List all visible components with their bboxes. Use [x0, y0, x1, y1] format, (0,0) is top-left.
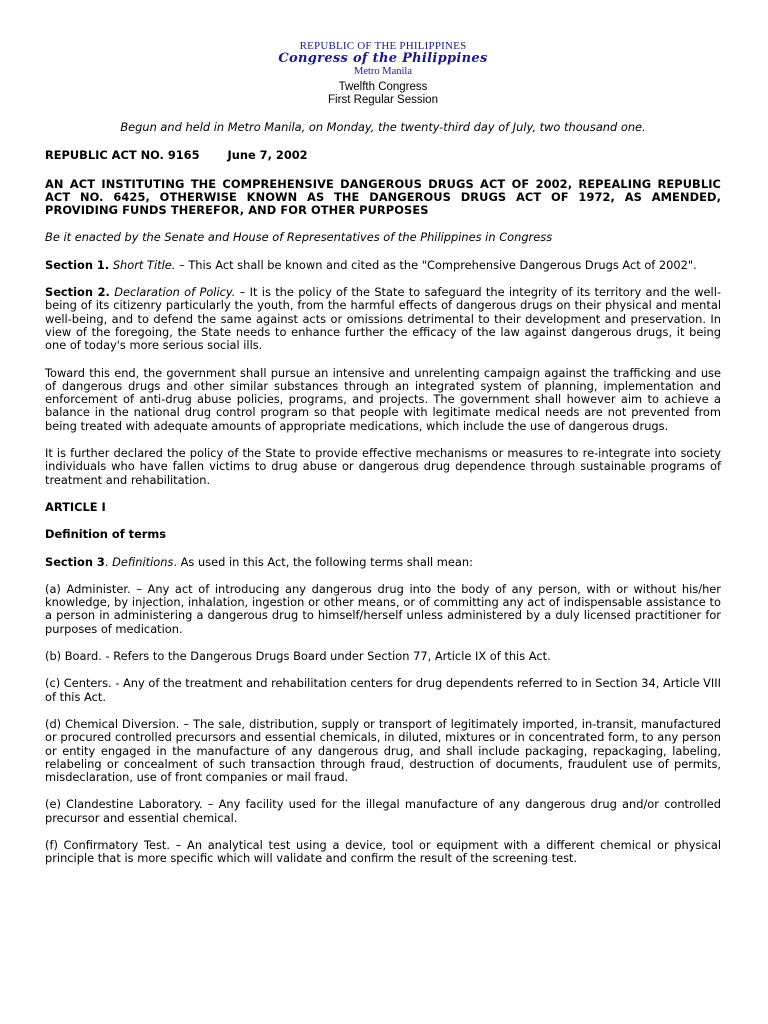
definition-e: (e) Clandestine Laboratory. – Any facility used for the illegal manufacture of any dangerous drug and/or controlled precursor and essential chemical. [45, 797, 721, 825]
header-congress: Congress of the Philippines [278, 51, 488, 66]
document-page [45, 40, 721, 866]
header-session-1: Twelfth Congress [338, 81, 428, 93]
header-session-2: First Regular Session [328, 94, 438, 106]
section-2-text: – It is the policy of the State to safeguard the integrity of its territory and the well-being of its citizenry particularly the youth, from the harmful effects of dangerous drugs on their physical and mental well-being, and to defend the same against acts or omissions detrimental to their development and preservation. In view of the foregoing, the State needs to enhance further the efficacy of the law against dangerous drugs, it being one of today's more serious social ills. [45, 285, 721, 353]
begun-line: Begun and held in Metro Manila, on Monday, the twenty-third day of July, two thousand one. [120, 120, 646, 134]
act-number: REPUBLIC ACT NO. 9165 [45, 148, 200, 163]
definition-f: (f) Confirmatory Test. – An analytical test using a device, tool or equipment with a different chemical or physical principle that is more specific which will validate and confirm the result of the screening test. [45, 837, 721, 866]
section-3 [45, 556, 721, 569]
section-3-punct: . [104, 554, 113, 569]
section-3-label: Section 3 [45, 554, 105, 569]
enacting-clause: Be it enacted by the Senate and House of Representatives of the Philippines in Congress [45, 230, 553, 245]
header-metro: Metro Manila [353, 66, 413, 77]
article-heading: ARTICLE I [45, 499, 106, 514]
section-2-title: Declaration of Policy. [114, 285, 236, 300]
section-2 [45, 286, 721, 352]
definition-d: (d) Chemical Diversion. – The sale, distribution, supply or transport of legitimately imported, in-transit, manufactured or procured controlled precursors and essential chemicals, in diluted, mixtures or in concentrated form, to any person or entity engaged in the manufacture of any dangerous drug, and shall include packaging, repackaging, labeling, relabeling or concealment of such transaction through fraud, destruction of documents, fraudulent use of permits, misdeclaration, use of front companies or mail fraud. [45, 716, 721, 785]
document-header [45, 40, 721, 107]
section-2-paragraph-3: It is further declared the policy of the State to provide effective mechanisms or measures to re-integrate into society individuals who have fallen victims to drug abuse or dangerous drug dependence through sustainable programs of treatment and rehabilitation. [45, 446, 721, 487]
act-title: AN ACT INSTITUTING THE COMPREHENSIVE DANGEROUS DRUGS ACT OF 2002, REPEALING REPUBLIC ACT NO. 6425, OTHERWISE KNOWN AS THE DANGEROUS DRUGS ACT OF 1972, AS AMENDED, PROVIDING FUNDS THEREFOR, AND FOR OTHER PURPOSES [45, 176, 721, 218]
definition-a: (a) Administer. – Any act of introducing any dangerous drug into the body of any person, with or without his/her knowledge, by injection, inhalation, ingestion or other means, or of committing any act of indispensable assistance to a person in administering a dangerous drug to himself/herself unless administered by a duly licensed practitioner for purposes of medication. [45, 581, 721, 636]
act-number-line [45, 149, 721, 162]
section-3-title: Definitions [112, 554, 174, 569]
section-2-label: Section 2. [45, 285, 110, 300]
section-2-paragraph-2: Toward this end, the government shall pursue an intensive and unrelenting campaign against the trafficking and use of dangerous drugs and other similar substances through an integrated system of planning, implementation and enforcement of anti-drug abuse policies, programs, and projects. The government shall however aim to achieve a balance in the national drug control program so that people with legitimate medical needs are not prevented from being treated with adequate amounts of appropriate medications, which include the use of dangerous drugs. [45, 365, 721, 433]
definition-c: (c) Centers. - Any of the treatment and rehabilitation centers for drug dependents referred to in Section 34, Article VIII of this Act. [45, 676, 722, 704]
act-date: June 7, 2002 [227, 148, 308, 163]
section-1 [45, 259, 721, 272]
header-republic: REPUBLIC OF THE PHILIPPINES [299, 40, 467, 52]
article-subheading: Definition of terms [45, 527, 167, 542]
definition-b: (b) Board. - Refers to the Dangerous Drugs Board under Section 77, Article IX of this Act. [45, 649, 551, 664]
section-1-label: Section 1. [45, 257, 110, 272]
section-3-text: . As used in this Act, the following terms shall mean: [173, 554, 473, 569]
section-1-title: Short Title. [112, 257, 176, 272]
section-1-text: – This Act shall be known and cited as the "Comprehensive Dangerous Drugs Act of 2002". [175, 257, 697, 272]
